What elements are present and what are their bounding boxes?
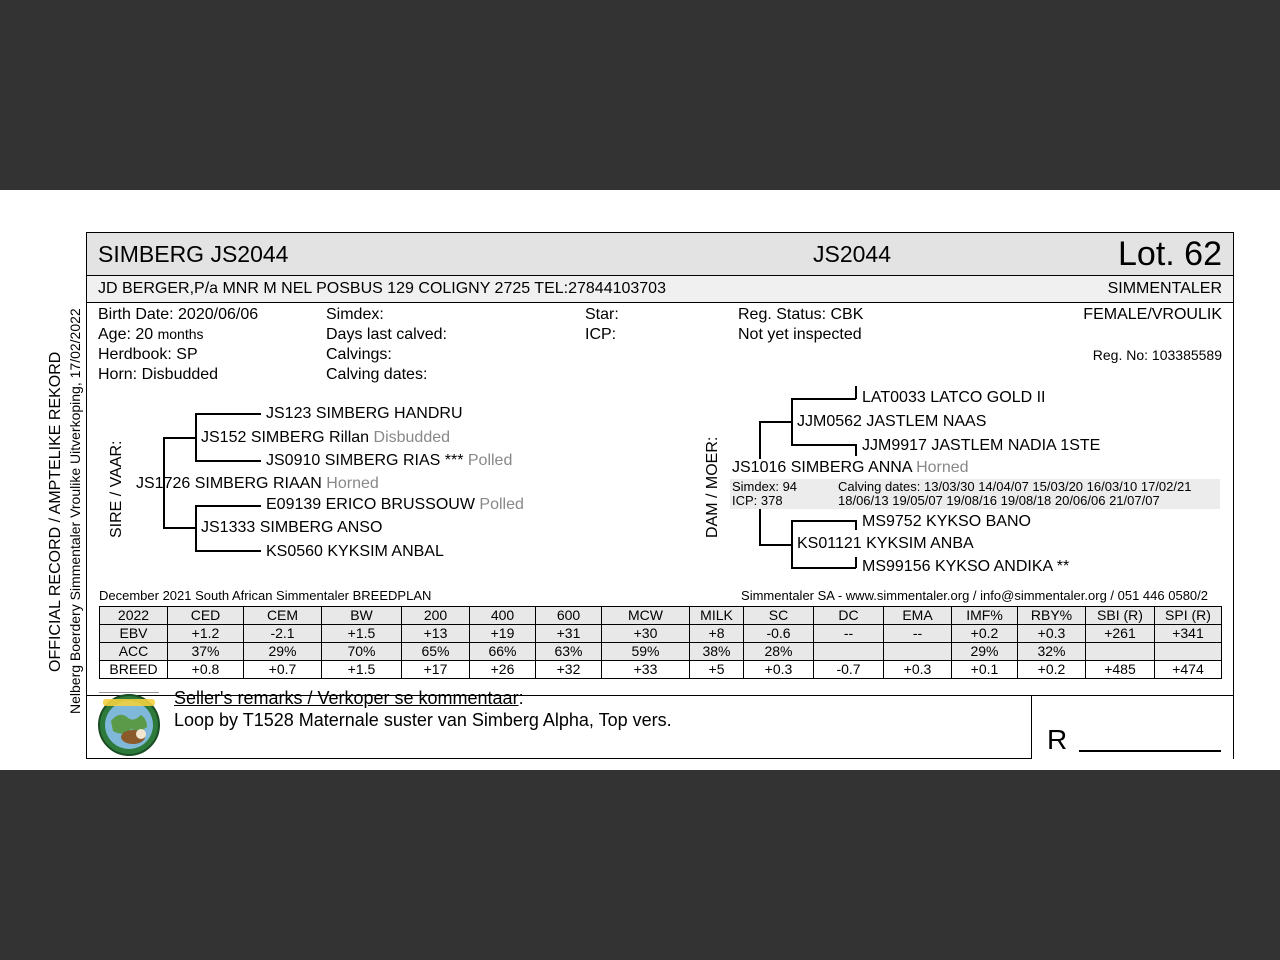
sire-sire-name: JS152 SIMBERG Rillan: [201, 429, 370, 446]
table-cell: +0.7: [244, 661, 322, 679]
table-cell: +26: [470, 661, 536, 679]
table-cell: +13: [402, 625, 470, 643]
remarks-title-line: [174, 688, 524, 709]
dam-note: Horned: [916, 459, 969, 476]
calving-dates: Calving dates:: [326, 366, 428, 383]
table-cell: +0.8: [168, 661, 244, 679]
table-cell: --: [884, 625, 952, 643]
sire-note: Horned: [326, 475, 379, 492]
table-cell: +0.3: [884, 661, 952, 679]
table-cell: -2.1: [244, 625, 322, 643]
header-cell: IMF%: [952, 607, 1018, 625]
dd-line-top: [791, 520, 856, 522]
age-value: Age: 20: [98, 326, 158, 343]
birth-date: Birth Date: 2020/06/06: [98, 306, 259, 323]
breedplan-source: December 2021 South African Simmentaler BREEDPLAN: [99, 588, 432, 603]
dam-calving-dates-2: 18/06/13 19/05/07 19/08/16 19/08/18 20/06/06 21/07/07: [838, 493, 1160, 508]
table-cell: +31: [536, 625, 602, 643]
header-cell: EMA: [884, 607, 952, 625]
dam-line-top: [759, 421, 791, 423]
sd-line-top: [195, 505, 261, 507]
ebv-header-row: [100, 607, 1222, 625]
dam-name: JS1016 SIMBERG ANNA: [732, 459, 912, 476]
table-cell: 29%: [952, 643, 1018, 661]
star-label: Star:: [585, 306, 619, 323]
header-cell: RBY%: [1018, 607, 1086, 625]
sire-name: JS1726 SIMBERG RIAAN: [136, 475, 322, 492]
table-cell: +8: [690, 625, 744, 643]
sire-dam-sire-name: E09139 ERICO BRUSSOUW: [266, 496, 475, 513]
header-cell: 600: [536, 607, 602, 625]
header-cell: CEM: [244, 607, 322, 625]
table-cell: +1.5: [322, 625, 402, 643]
icp-label: ICP:: [585, 326, 617, 343]
table-cell: +30: [602, 625, 690, 643]
table-cell: +0.2: [952, 625, 1018, 643]
dam-label: DAM / MOER:: [704, 436, 721, 538]
header-cell: SBI (R): [1086, 607, 1155, 625]
dam-dam: KS01121 KYKSIM ANBA: [797, 535, 974, 552]
remarks-text: Loop by T1528 Maternale suster van Simberg Alpha, Top vers.: [174, 710, 672, 730]
sire-dam-sire: [266, 496, 524, 514]
sire: [136, 475, 379, 493]
sale-label: Nelberg Boerdery Simmentaler Vroulike Uitverkoping, 17/02/2022: [67, 308, 83, 714]
breedplan-contact: Simmentaler SA - www.simmentaler.org / info@simmentaler.org / 051 446 0580/2: [741, 588, 1208, 603]
dds-tick: [855, 520, 857, 530]
header-cell: 200: [402, 607, 470, 625]
table-cell: 65%: [402, 643, 470, 661]
table-cell: +0.1: [952, 661, 1018, 679]
price-underline: [1079, 750, 1221, 752]
remarks-colon: :: [518, 688, 524, 708]
sire-dam: JS1333 SIMBERG ANSO: [201, 519, 383, 536]
table-cell: +17: [402, 661, 470, 679]
dam-sire: JJM0562 JASTLEM NAAS: [797, 413, 987, 430]
header-cell: 2022: [100, 607, 168, 625]
animal-name: SIMBERG JS2044: [98, 241, 289, 267]
days-last-calved: Days last calved:: [326, 326, 447, 343]
sire-sire-sire: JS123 SIMBERG HANDRU: [266, 405, 463, 422]
table-cell: 70%: [322, 643, 402, 661]
table-cell: 32%: [1018, 643, 1086, 661]
simmentaler-logo: [97, 693, 161, 757]
ss-bracket: [195, 413, 197, 461]
age-unit: months: [157, 326, 204, 342]
dss-tick: [855, 386, 857, 399]
owner-line: JD BERGER,P/a MNR M NEL POSBUS 129 COLIGNY 2725 TEL:27844103703: [98, 280, 666, 297]
table-cell: +5: [690, 661, 744, 679]
dam-bracket-bottom: [759, 509, 761, 545]
breed-label: SIMMENTALER: [1107, 280, 1222, 297]
ddd-tick: [855, 557, 857, 568]
table-cell: 59%: [602, 643, 690, 661]
header-cell: SC: [744, 607, 814, 625]
sire-label: SIRE / VAAR:: [108, 440, 125, 538]
age: [98, 326, 204, 344]
table-cell: EBV: [100, 625, 168, 643]
table-cell: +341: [1155, 625, 1222, 643]
table-cell: +33: [602, 661, 690, 679]
dam-sire-dam: JJM9917 JASTLEM NADIA 1STE: [862, 437, 1101, 454]
dam-bracket-top: [759, 421, 761, 459]
header-cell: DC: [814, 607, 884, 625]
breed-row: [100, 661, 1222, 679]
header-cell: MILK: [690, 607, 744, 625]
sire-line-top: [163, 437, 195, 439]
ss-line-bottom: [195, 460, 261, 462]
header-cell: MCW: [602, 607, 690, 625]
reg-number: Reg. No: 103385589: [1092, 347, 1222, 363]
sire-sire: [201, 429, 450, 447]
dam-sire-sire: LAT0033 LATCO GOLD II: [862, 389, 1046, 406]
table-cell: +32: [536, 661, 602, 679]
table-cell: BREED: [100, 661, 168, 679]
table-cell: ACC: [100, 643, 168, 661]
dam: [732, 459, 969, 477]
ebv-row: [100, 625, 1222, 643]
table-cell: +0.3: [744, 661, 814, 679]
ds-line-top: [791, 398, 856, 400]
price-currency: R: [1047, 724, 1068, 755]
reg-status: Reg. Status: CBK: [738, 306, 864, 323]
dsd-tick: [855, 444, 857, 456]
table-cell: -0.6: [744, 625, 814, 643]
dd-bracket: [791, 520, 793, 568]
official-record-label: OFFICIAL RECORD / AMPTELIKE REKORD: [47, 351, 64, 672]
table-cell: [884, 643, 952, 661]
table-cell: +1.5: [322, 661, 402, 679]
dam-calving-dates-1: Calving dates: 13/03/30 14/04/07 15/03/20 16/03/10 17/02/21: [838, 479, 1192, 494]
table-cell: --: [814, 625, 884, 643]
header-cell: 400: [470, 607, 536, 625]
table-cell: +485: [1086, 661, 1155, 679]
dam-dam-sire: MS9752 KYKSO BANO: [862, 513, 1031, 530]
calvings: Calvings:: [326, 346, 392, 363]
remarks-title: Seller's remarks / Verkoper se kommentaar: [174, 688, 519, 708]
table-cell: +0.3: [1018, 625, 1086, 643]
dam-dam-dam: MS99156 KYKSO ANDIKA **: [862, 558, 1070, 575]
sex-label: FEMALE/VROULIK: [1083, 306, 1222, 323]
table-cell: 63%: [536, 643, 602, 661]
sire-sire-note: Disbudded: [373, 429, 451, 446]
sire-sire-dam-name: JS0910 SIMBERG RIAS ***: [266, 452, 464, 469]
lot-number: Lot. 62: [1118, 235, 1222, 273]
sire-sire-dam-note: Polled: [467, 452, 513, 469]
sire-dam-dam: KS0560 KYKSIM ANBAL: [266, 543, 444, 560]
sire-dam-sire-note: Polled: [479, 496, 524, 513]
ds-line-bottom: [791, 444, 856, 446]
sire-sire-dam: [266, 452, 512, 470]
ebv-table: [99, 606, 1222, 679]
dam-icp: ICP: 378: [732, 493, 783, 508]
horn-status: Horn: Disbudded: [98, 366, 219, 383]
acc-row: [100, 643, 1222, 661]
ds-bracket: [791, 398, 793, 445]
header-cell: CED: [168, 607, 244, 625]
animal-id: JS2044: [813, 241, 892, 267]
dam-line-bottom: [759, 544, 791, 546]
dd-line-bottom: [791, 567, 856, 569]
sd-bracket: [195, 505, 197, 551]
header-cell: SPI (R): [1155, 607, 1222, 625]
dam-simdex: Simdex: 94: [732, 479, 798, 494]
ss-line-top: [195, 413, 261, 415]
table-cell: [1155, 643, 1222, 661]
sire-line-bottom: [163, 527, 195, 529]
table-cell: 38%: [690, 643, 744, 661]
table-cell: [1086, 643, 1155, 661]
table-cell: [814, 643, 884, 661]
simdex-label: Simdex:: [326, 306, 384, 323]
table-cell: +261: [1086, 625, 1155, 643]
header-cell: BW: [322, 607, 402, 625]
table-cell: +474: [1155, 661, 1222, 679]
inspection-status: Not yet inspected: [738, 326, 862, 343]
table-cell: +0.2: [1018, 661, 1086, 679]
table-cell: +19: [470, 625, 536, 643]
table-cell: 37%: [168, 643, 244, 661]
table-cell: 66%: [470, 643, 536, 661]
sd-line-bottom: [195, 550, 261, 552]
table-cell: +1.2: [168, 625, 244, 643]
table-cell: 29%: [244, 643, 322, 661]
table-cell: 28%: [744, 643, 814, 661]
table-cell: -0.7: [814, 661, 884, 679]
herdbook: Herdbook: SP: [98, 346, 198, 363]
